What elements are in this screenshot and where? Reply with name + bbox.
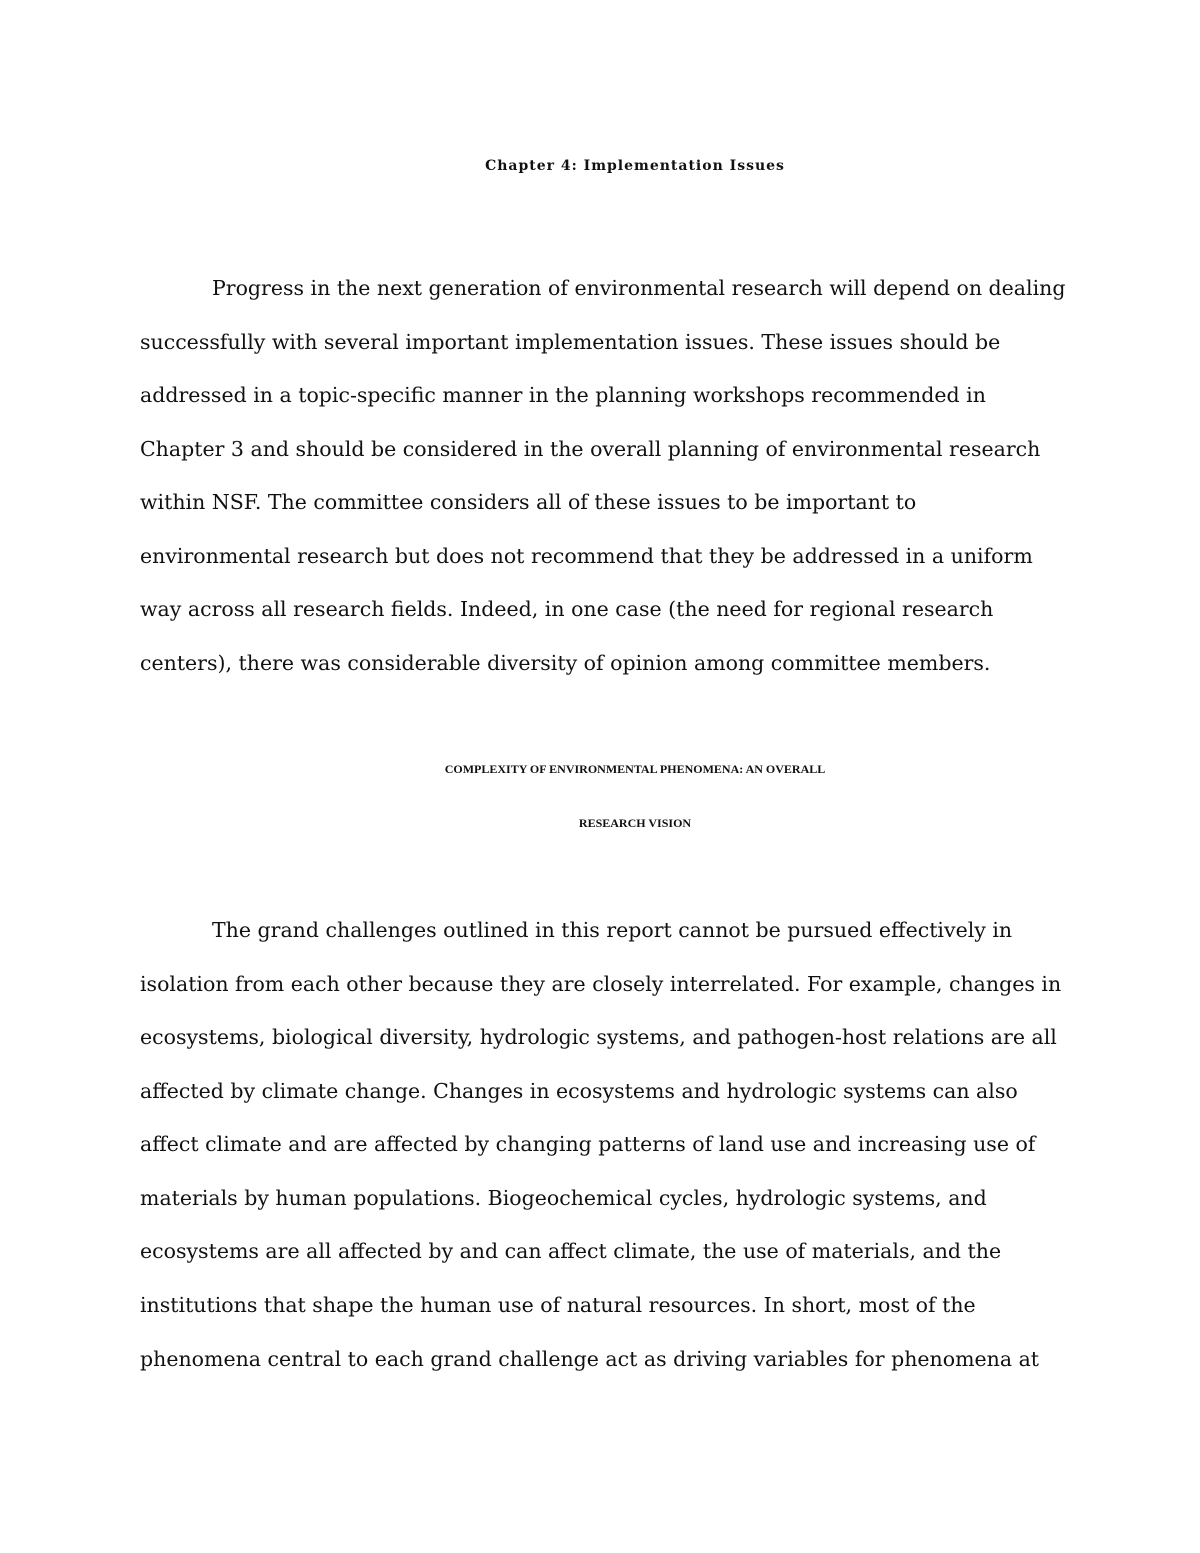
paragraph-2-line: ecosystems are all affected by and can affect climate, the use of materials, and the (140, 1239, 1002, 1263)
paragraph-2-line: ecosystems, biological diversity, hydrologic systems, and pathogen-host relations are all (140, 1025, 1057, 1049)
paragraph-2-line: materials by human populations. Biogeochemical cycles, hydrologic systems, and (140, 1186, 987, 1210)
paragraph-1-line: within NSF. The committee considers all of these issues to be important to (140, 490, 917, 514)
paragraph-2-line: The grand challenges outlined in this report cannot be pursued effectively in (212, 918, 1013, 942)
paragraph-1-line: way across all research fields. Indeed, in one case (the need for regional research (140, 597, 994, 621)
paragraph-1-line: environmental research but does not recommend that they be addressed in a uniform (140, 544, 1033, 568)
paragraph-2-line: phenomena central to each grand challenge act as driving variables for phenomena at (140, 1347, 1040, 1371)
section-heading-line: RESEARCH VISION (578, 816, 692, 830)
paragraph-2-line: isolation from each other because they are closely interrelated. For example, changes in (140, 972, 1062, 996)
paragraph-2-line: affected by climate change. Changes in ecosystems and hydrologic systems can also (140, 1079, 1018, 1103)
paragraph-1-line: successfully with several important implementation issues. These issues should be (140, 330, 1001, 354)
paragraph-1-line: centers), there was considerable diversity of opinion among committee members. (140, 651, 991, 675)
paragraph-1-line: Chapter 3 and should be considered in the overall planning of environmental research (140, 437, 1041, 461)
paragraph-2-line: affect climate and are affected by changing patterns of land use and increasing use of (140, 1132, 1036, 1156)
paragraph-2-line: institutions that shape the human use of natural resources. In short, most of the (140, 1293, 976, 1317)
section-heading-line: COMPLEXITY OF ENVIRONMENTAL PHENOMENA: AN OVERALL (444, 762, 826, 776)
chapter-title: Chapter 4: Implementation Issues (485, 158, 785, 174)
paragraph-1-line: addressed in a topic-specific manner in the planning workshops recommended in (140, 383, 986, 407)
paragraph-1-line: Progress in the next generation of environmental research will depend on dealing (212, 276, 1066, 300)
